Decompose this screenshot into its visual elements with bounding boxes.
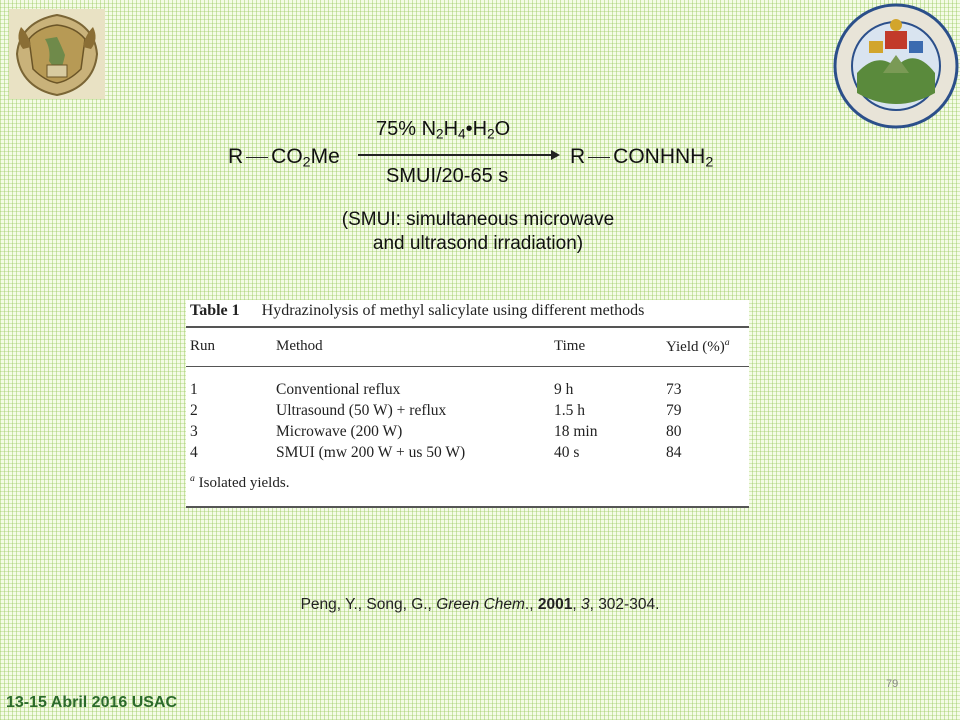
table-row [186,379,749,400]
table-bottom-rule [186,506,749,508]
cell-run: 3 [190,422,198,440]
cell-method: Conventional reflux [276,380,401,398]
table-row [186,442,749,463]
table-caption-text: Hydrazinolysis of methyl salicylate using different methods [261,302,645,319]
reaction-arrow [358,154,553,156]
scheme-note-line-1: (SMUI: simultaneous microwave [341,209,615,230]
cell-method: Ultrasound (50 W) + reflux [276,401,447,419]
cell-time: 40 s [554,443,580,461]
header-yield: Yield (%)$^a$ [666,337,730,355]
cell-method: SMUI (mw 200 W + us 50 W) [276,443,466,461]
table-row [186,421,749,442]
cell-time: 1.5 h [554,401,585,419]
reactant-formula: R $CO_2Me$ [228,145,340,171]
cell-run: 2 [190,401,198,419]
table-header-row [186,328,749,366]
citation [0,596,960,614]
cell-yield: 84 [666,443,682,461]
cell-yield: 80 [666,422,682,440]
citation-volume: 3 [580,596,590,613]
reagent-hydrazine-label: 75% $N_2H_4•H_2O$ [376,118,511,142]
cell-method: Microwave (200 W) [276,422,403,440]
usac-seal-logo [833,3,959,129]
citation-journal: Green Chem [436,596,525,613]
footer-date: 13-15 Abril 2016 USAC [6,694,178,711]
reaction-scheme [228,112,728,262]
header-method: Method [276,338,323,354]
product-formula: R $CONHNH_2$ [570,145,714,171]
cell-time: 18 min [554,422,598,440]
table-row [186,400,749,421]
header-time: Time [554,338,586,354]
cell-time: 9 h [554,380,574,398]
table-footnote: $^a$ Isolated yields. [190,473,290,491]
scheme-note [298,208,658,256]
citation-year: 2001 [537,596,573,613]
citation-authors: Peng, Y., Song, G., [300,596,437,613]
reaction-conditions-label: SMUI/20-65 s [386,165,509,187]
cell-yield: 79 [666,401,682,419]
cell-run: 1 [190,380,198,398]
cell-yield: 73 [666,380,682,398]
scheme-note-line-2: and ultrasond irradiation) [372,233,584,254]
unam-logo [9,9,105,99]
table-body [186,367,749,467]
citation-pages: , 302-304. [589,596,660,613]
header-run: Run [190,338,216,354]
results-table [186,300,749,508]
cell-run: 4 [190,443,198,461]
page-number: 79 [886,678,899,690]
table-caption [186,300,749,326]
citation-separator: ., [524,596,538,613]
citation-separator: , [572,596,581,613]
table-label: Table 1 [190,302,240,319]
